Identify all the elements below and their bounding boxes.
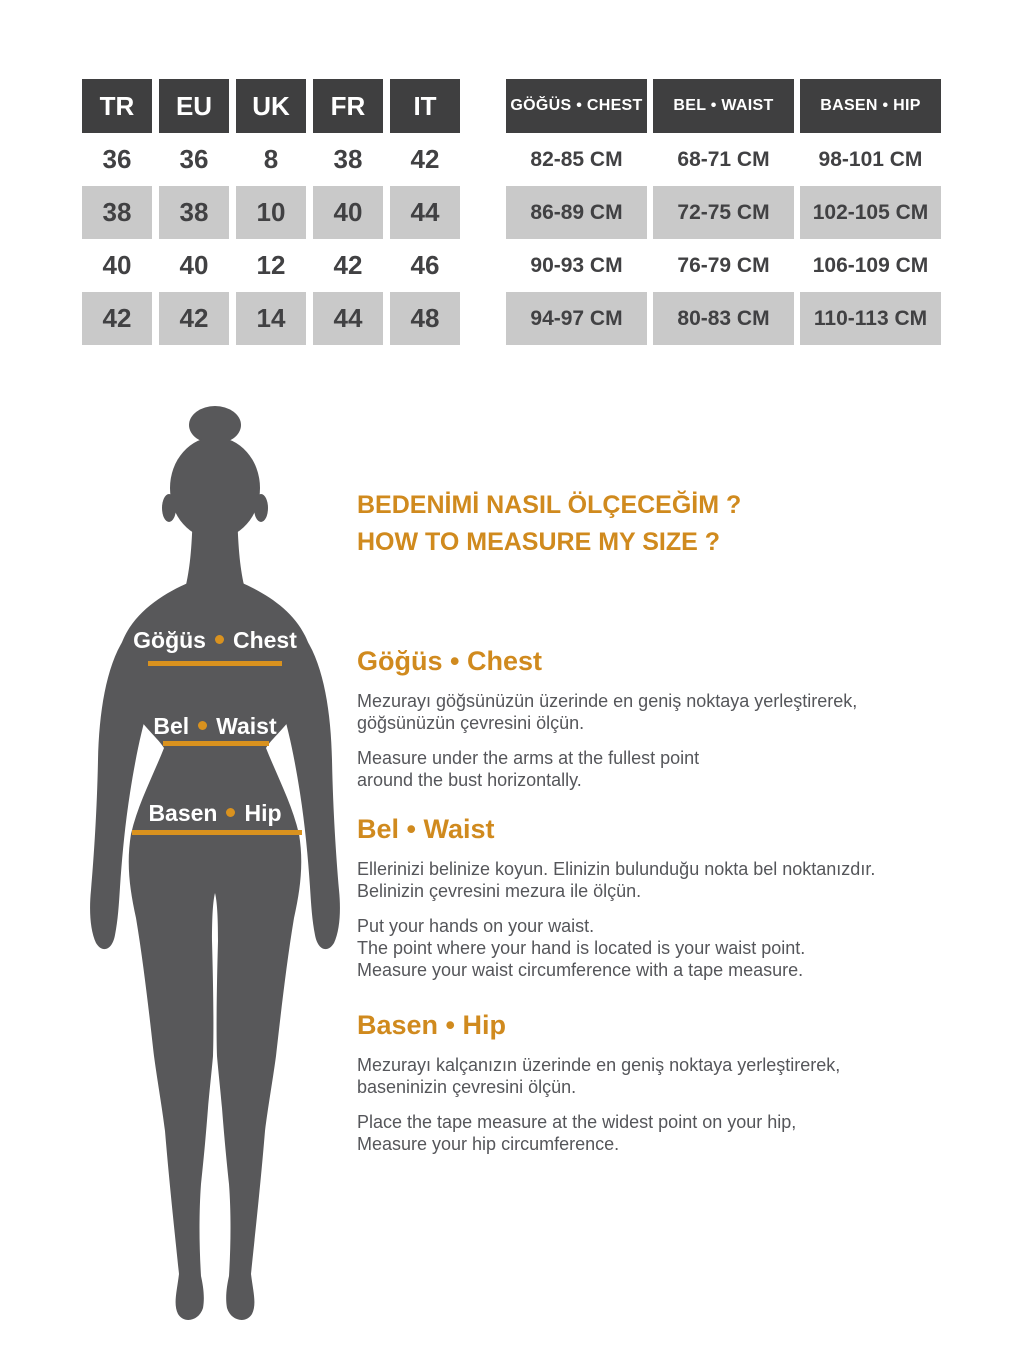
size-cell: 42 [410, 144, 440, 174]
size-cell: 36 [102, 144, 132, 174]
figure-waist-label [60, 713, 370, 740]
size-cell: 14 [236, 292, 306, 345]
size-cell: 10 [236, 186, 306, 239]
body-silhouette-figure [60, 395, 370, 1340]
instruction-line: The point where your hand is located is your waist point. [357, 938, 806, 958]
measurement-table [506, 79, 941, 345]
section-chest [357, 645, 997, 791]
size-table-header-uk: UK [236, 79, 306, 133]
measure-cell: 98-101 CM [818, 147, 923, 171]
measure-cell: 94-97 CM [506, 292, 647, 345]
size-cell: 8 [263, 144, 279, 174]
bullet-dot-icon [226, 808, 235, 817]
figure-waist-label-tr: Bel [153, 713, 190, 739]
instruction-line: Measure your hip circumference. [357, 1134, 620, 1154]
figure-hip-label-tr: Basen [148, 800, 218, 826]
figure-chest-label-en: Chest [232, 627, 297, 653]
size-cell: 40 [102, 250, 132, 280]
measure-cell: 82-85 CM [530, 147, 623, 171]
section-hip-text-tr [357, 1054, 997, 1098]
page-title-line-tr: BEDENİMİ NASIL ÖLÇECEĞİM ? [357, 491, 742, 519]
section-hip-heading: Basen • Hip [357, 1010, 506, 1040]
section-chest-text-tr [357, 690, 997, 734]
size-cell: 42 [82, 292, 152, 345]
measure-cell: 102-105 CM [800, 186, 941, 239]
size-conversion-table [82, 79, 460, 345]
instruction-line: around the bust horizontally. [357, 770, 582, 790]
section-waist-heading: Bel • Waist [357, 814, 495, 844]
size-cell: 38 [82, 186, 152, 239]
instruction-line: Mezurayı göğsünüzün üzerinde en geniş noktaya yerleştirerek, [357, 691, 858, 711]
size-cell: 48 [390, 292, 460, 345]
size-cell: 42 [159, 292, 229, 345]
measure-cell: 90-93 CM [530, 253, 623, 277]
size-cell: 42 [333, 250, 363, 280]
size-cell: 44 [313, 292, 383, 345]
bullet-dot-icon [198, 721, 207, 730]
instruction-line: Place the tape measure at the widest point on your hip, [357, 1112, 797, 1132]
measure-cell: 72-75 CM [653, 186, 794, 239]
size-cell: 12 [256, 250, 286, 280]
section-waist-text-en [357, 915, 997, 981]
measure-cell: 106-109 CM [812, 253, 929, 277]
section-hip [357, 1009, 997, 1155]
figure-hip-label-en: Hip [244, 800, 282, 826]
section-chest-text-en [357, 747, 997, 791]
size-table-header-it: IT [390, 79, 460, 133]
size-table-header-eu: EU [159, 79, 229, 133]
section-chest-heading: Göğüs • Chest [357, 646, 542, 676]
size-cell: 38 [333, 144, 363, 174]
instruction-line: Belinizin çevresini mezura ile ölçün. [357, 881, 642, 901]
measure-cell: 76-79 CM [677, 253, 770, 277]
size-table-header-tr: TR [82, 79, 152, 133]
instruction-line: Put your hands on your waist. [357, 916, 595, 936]
measure-cell: 68-71 CM [677, 147, 770, 171]
measure-table-header-hip: BASEN • HIP [800, 79, 941, 133]
hip-measure-line [132, 830, 302, 835]
measure-cell: 110-113 CM [800, 292, 941, 345]
instruction-line: Measure under the arms at the fullest point [357, 748, 700, 768]
figure-hip-label [60, 800, 370, 827]
instruction-line: Measure your waist circumference with a tape measure. [357, 960, 804, 980]
section-waist-text-tr [357, 858, 997, 902]
page-title-line-en: HOW TO MEASURE MY SIZE ? [357, 528, 720, 556]
bullet-dot-icon [215, 635, 224, 644]
chest-measure-line [148, 661, 282, 666]
size-cell: 46 [410, 250, 440, 280]
section-waist [357, 813, 997, 981]
figure-chest-label [60, 627, 370, 654]
size-cell: 36 [179, 144, 209, 174]
instruction-line: baseninizin çevresini ölçün. [357, 1077, 577, 1097]
section-hip-text-en [357, 1111, 997, 1155]
size-cell: 40 [179, 250, 209, 280]
size-table-header-fr: FR [313, 79, 383, 133]
female-silhouette-icon [60, 395, 370, 1340]
instruction-line: göğsünüzün çevresini ölçün. [357, 713, 585, 733]
measure-table-header-waist: BEL • WAIST [653, 79, 794, 133]
waist-measure-line [163, 741, 269, 746]
figure-waist-label-en: Waist [216, 713, 277, 739]
size-cell: 38 [159, 186, 229, 239]
size-cell: 40 [313, 186, 383, 239]
size-cell: 44 [390, 186, 460, 239]
instruction-line: Ellerinizi belinize koyun. Elinizin bulunduğu nokta bel noktanızdır. [357, 859, 876, 879]
measure-table-header-chest: GÖĞÜS • CHEST [506, 79, 647, 133]
figure-chest-label-tr: Göğüs [133, 627, 206, 653]
page-title [357, 487, 997, 561]
measure-cell: 86-89 CM [506, 186, 647, 239]
instruction-line: Mezurayı kalçanızın üzerinde en geniş noktaya yerleştirerek, [357, 1055, 841, 1075]
measure-cell: 80-83 CM [653, 292, 794, 345]
